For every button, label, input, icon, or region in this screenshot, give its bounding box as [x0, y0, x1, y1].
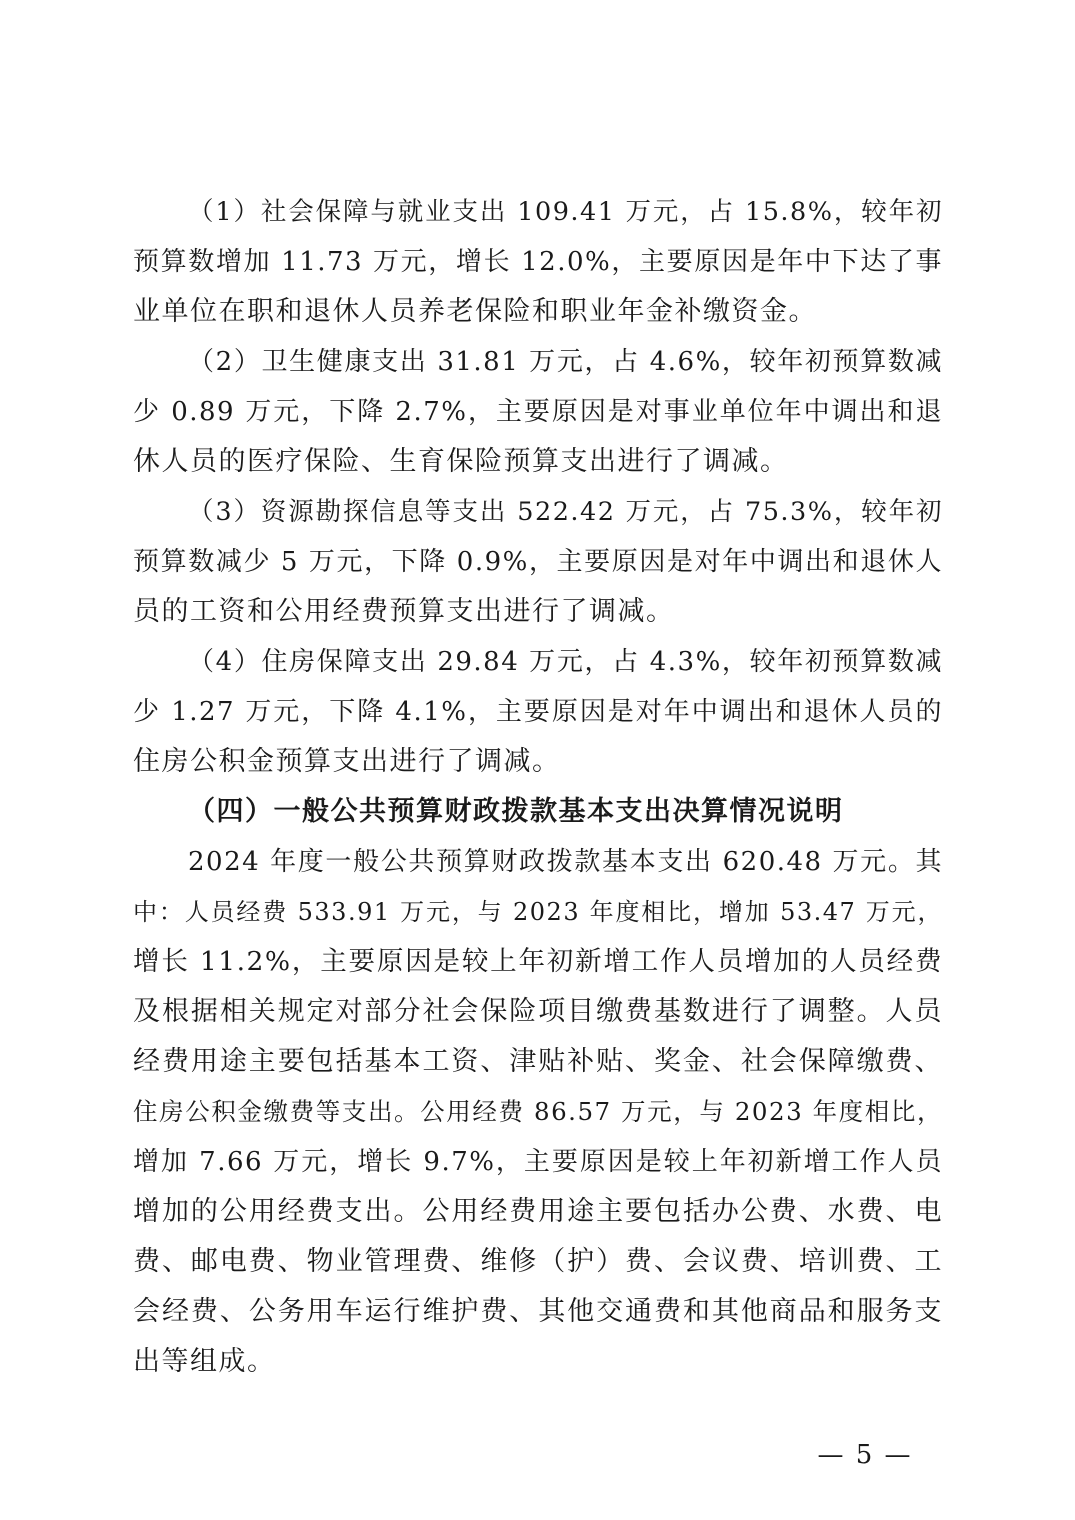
- item-4-line-3: 住房公积金预算支出进行了调减。: [133, 746, 561, 777]
- body-line-2: 中：人员经费 533.91 万元，与 2023 年度相比，增加 53.47 万元，: [133, 898, 943, 926]
- item-1-line-3: 业单位在职和退休人员养老保险和职业年金补缴资金。: [133, 296, 817, 327]
- body-line-9: 费、邮电费、物业管理费、维修（护）费、会议费、培训费、工: [133, 1246, 943, 1277]
- item-3-line-1: （3）资源勘探信息等支出 522.42 万元，占 75.3%，较年初: [188, 497, 943, 527]
- body-line-8: 增加的公用经费支出。公用经费用途主要包括办公费、水费、电: [133, 1196, 943, 1227]
- body-line-4: 及根据相关规定对部分社会保险项目缴费基数进行了调整。人员: [133, 996, 943, 1027]
- section-heading: （四）一般公共预算财政拨款基本支出决算情况说明: [188, 796, 844, 827]
- item-2-line-2: 少 0.89 万元，下降 2.7%，主要原因是对事业单位年中调出和退: [133, 397, 943, 427]
- item-1-line-2: 预算数增加 11.73 万元，增长 12.0%，主要原因是年中下达了事: [133, 247, 943, 277]
- item-2-line-1: （2）卫生健康支出 31.81 万元，占 4.6%，较年初预算数减: [188, 347, 943, 377]
- body-line-3: 增长 11.2%，主要原因是较上年初新增工作人员增加的人员经费: [133, 946, 943, 977]
- page-number: — 5 —: [817, 1440, 913, 1470]
- item-4-line-1: （4）住房保障支出 29.84 万元，占 4.3%，较年初预算数减: [188, 647, 943, 677]
- body-line-10: 会经费、公务用车运行维护费、其他交通费和其他商品和服务支: [133, 1296, 943, 1327]
- body-line-11: 出等组成。: [133, 1346, 276, 1377]
- item-3-line-2: 预算数减少 5 万元，下降 0.9%，主要原因是对年中调出和退休人: [133, 547, 943, 577]
- item-1-line-1: （1）社会保障与就业支出 109.41 万元，占 15.8%，较年初: [188, 197, 943, 227]
- body-line-5: 经费用途主要包括基本工资、津贴补贴、奖金、社会保障缴费、: [133, 1046, 943, 1077]
- item-3-line-3: 员的工资和公用经费预算支出进行了调减。: [133, 596, 675, 627]
- body-line-7: 增加 7.66 万元，增长 9.7%，主要原因是较上年初新增工作人员: [133, 1147, 943, 1177]
- body-line-6: 住房公积金缴费等支出。公用经费 86.57 万元，与 2023 年度相比，: [133, 1097, 943, 1126]
- body-line-1: 2024 年度一般公共预算财政拨款基本支出 620.48 万元。其: [188, 847, 943, 877]
- item-4-line-2: 少 1.27 万元，下降 4.1%，主要原因是对年中调出和退休人员的: [133, 697, 943, 727]
- item-2-line-3: 休人员的医疗保险、生育保险预算支出进行了调减。: [133, 446, 789, 477]
